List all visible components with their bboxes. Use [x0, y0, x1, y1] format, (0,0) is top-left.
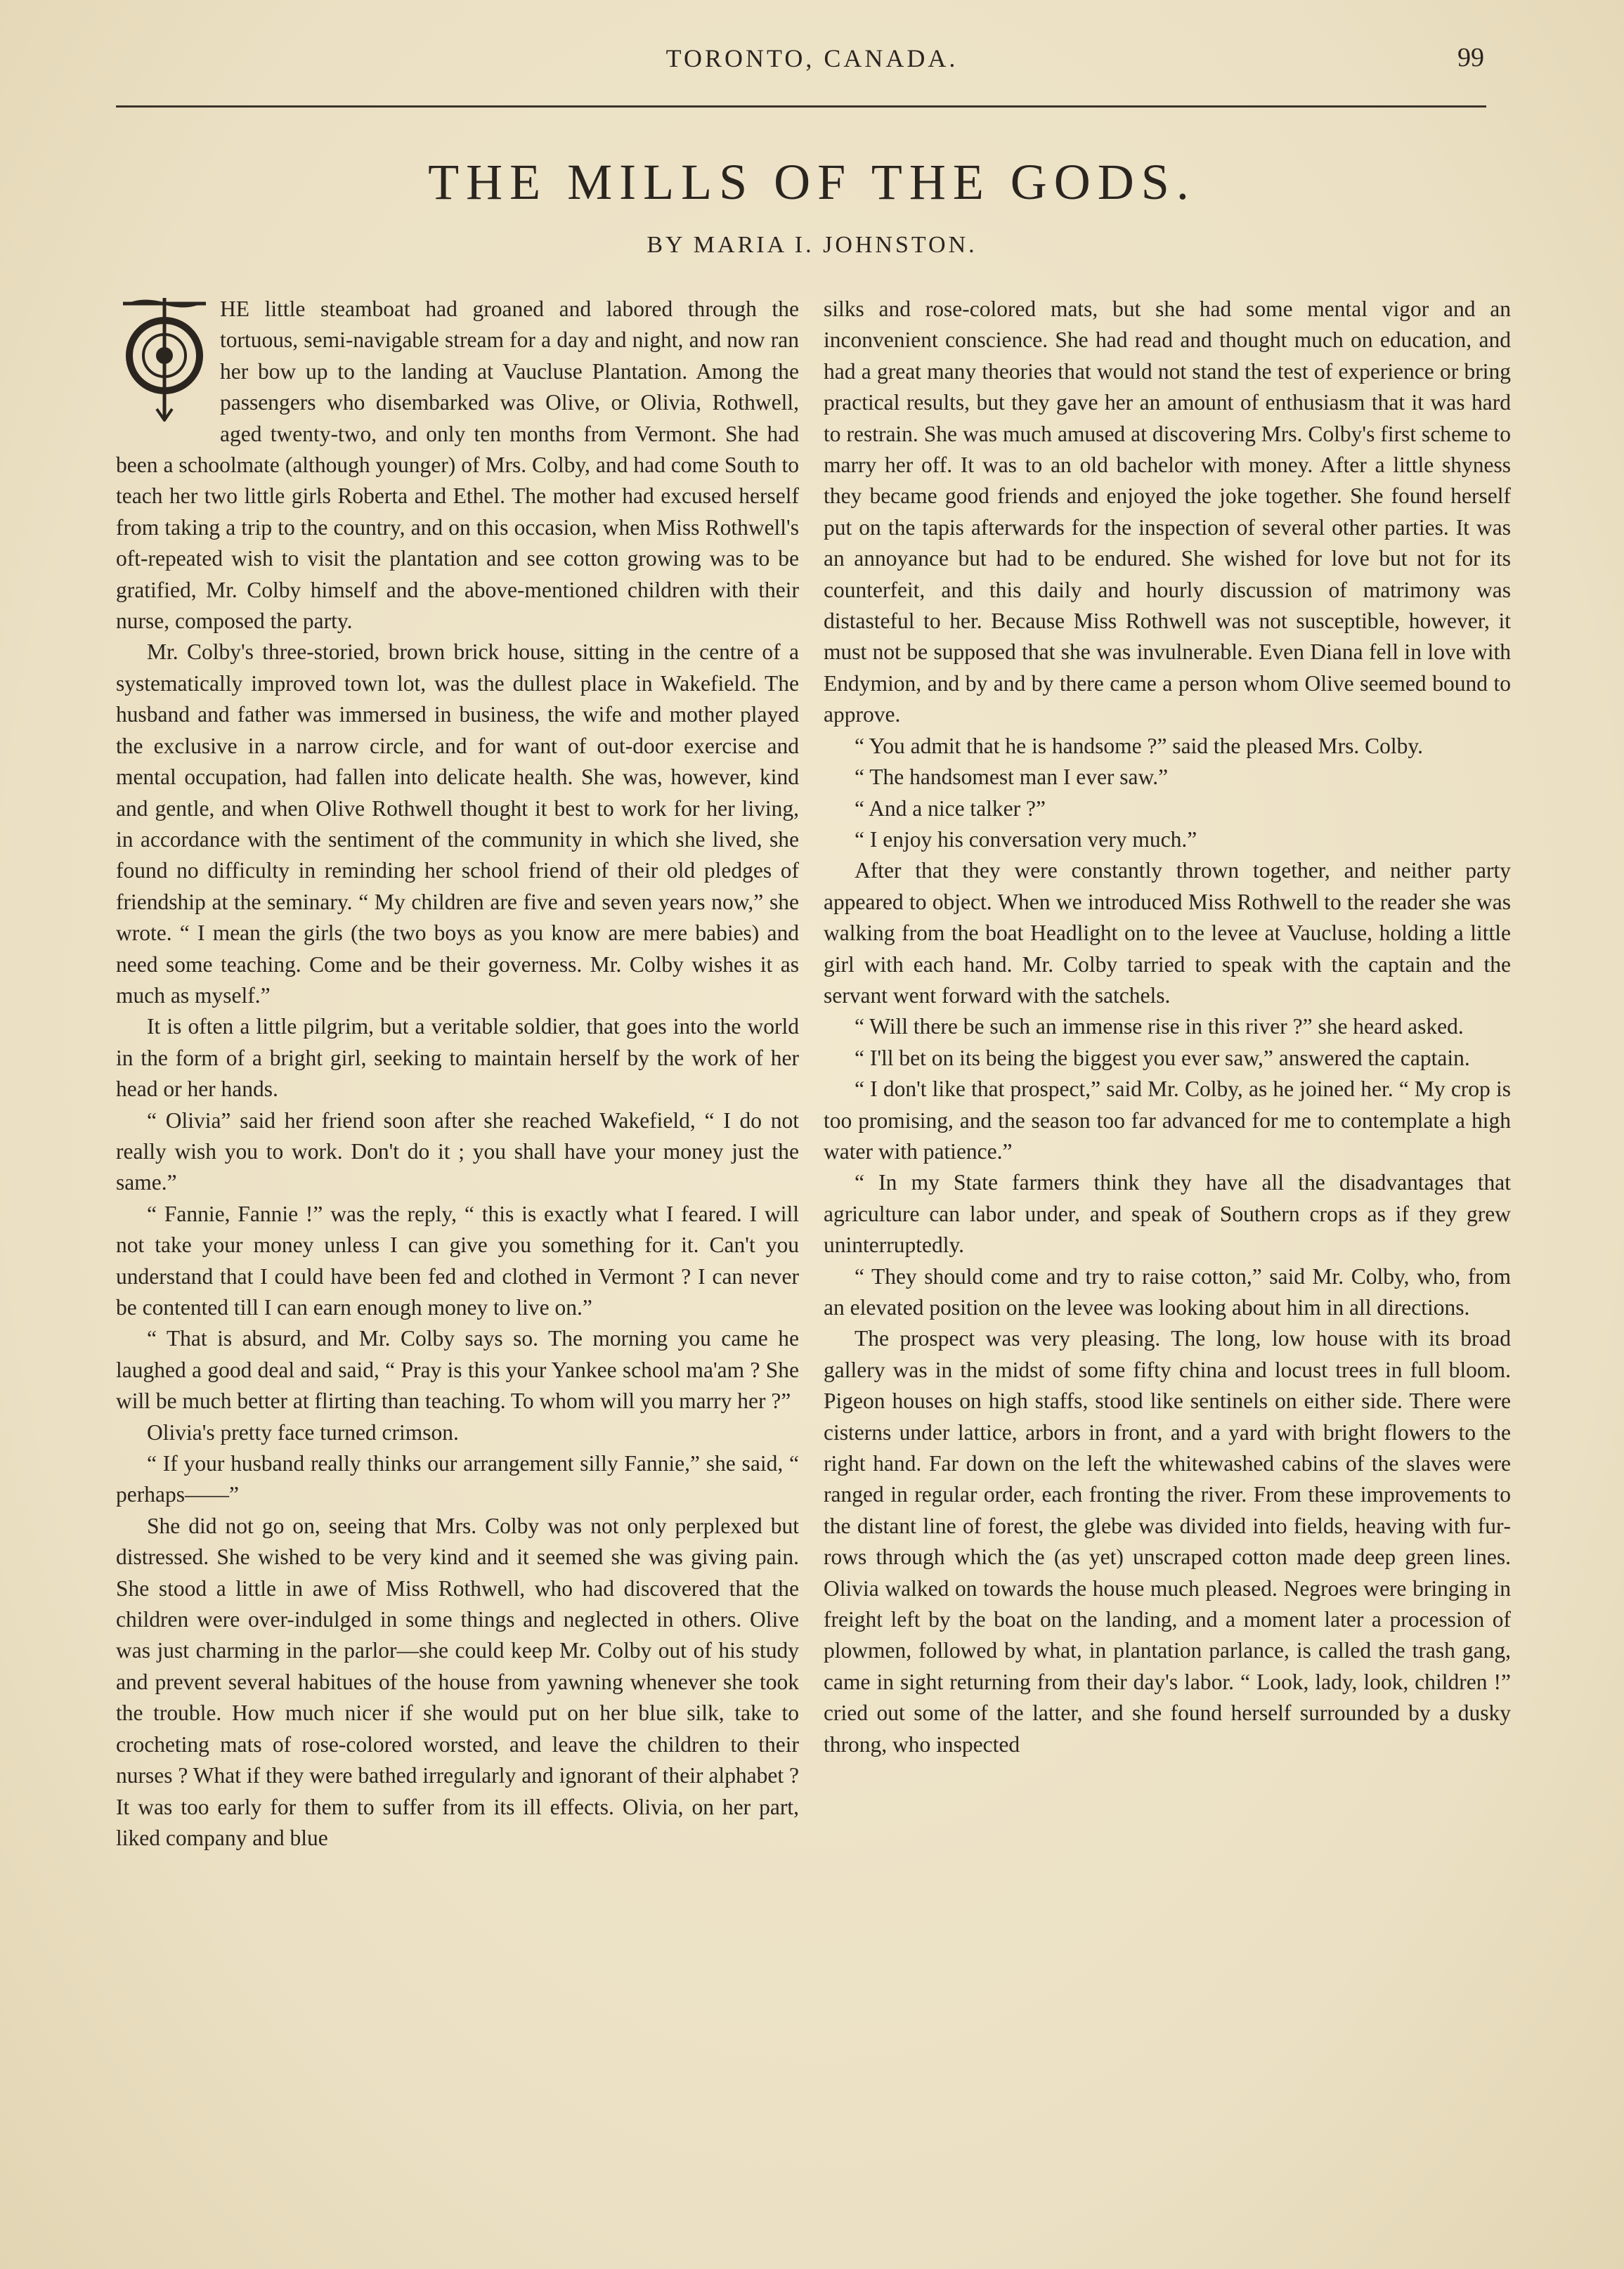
paragraph: After that they were constantly thrown together, and neither party appeared to object. When we introduced Miss Rothwell to the reader she was walking from the boat Headlight on to the levee at Vaucluse, holding a little girl with each hand. Mr. Colby tarried to speak with the captain and the servant went forward with the satchels.: [824, 858, 1511, 1008]
paragraph: “ I'll bet on its being the biggest you ever saw,” answered the captain.: [855, 1045, 1470, 1070]
paragraph: “ They should come and try to raise cotton,” said Mr. Colby, who, from an elevated position on the levee was looking about him in all directions.: [824, 1263, 1511, 1320]
paragraph: Olivia's pretty face turned crimson.: [147, 1419, 459, 1445]
paragraph: Mr. Colby's three-storied, brown brick house, sitting in the centre of a systematically improved town lot, was the dullest place in Wakefield. The husband and father was immersed in business, the wife and mother played the exclusive in a narrow circle, and for want of out-door exercise and mental occupation, had fallen into delicate health. She was, however, kind and gentle, and when Olive Rothwell thought it best to work for her living, in accordance with the sentiment of the community in which she lived, she found no difficulty in reminding her school friend of their old pledges of friendship at the seminary. “ My children are five and seven years now,” she wrote. “ I mean the girls (the two boys as you know are mere babies) and need some teaching. Come and be their governess. Mr. Colby wishes it as much as myself.”: [116, 639, 799, 1008]
paragraph: “ I enjoy his conversation very much.”: [855, 826, 1197, 852]
running-head: TORONTO, CANADA.: [665, 44, 959, 72]
paragraph: “ And a nice talker ?”: [855, 795, 1046, 821]
paragraph: “ Olivia” said her friend soon after she reached Wakefield, “ I do not really wish you to work. Don't do it ; you shall have your money just the same.”: [116, 1107, 799, 1195]
paragraph: “ The handsomest man I ever saw.”: [855, 765, 1169, 790]
header-rule: [116, 105, 1486, 108]
paragraph: “ In my State farmers think they have all the disadvantages that agriculture can labor under, and speak of Southern crops as if they grew uninterruptedly.: [824, 1170, 1511, 1258]
paragraph: “ Fannie, Fannie !” was the reply, “ this is exactly what I feared. I will not take your money unless I can give you something for it. Can't you understand that I could have been fed and clothed in Vermont ? I can never be contented till I can earn enough money to live on.”: [116, 1201, 799, 1320]
article-title: THE MILLS OF THE GODS.: [428, 154, 1196, 210]
paragraph: “ Will there be such an immense rise in this river ?” she heard asked.: [855, 1014, 1464, 1039]
right-column: [824, 294, 1511, 2107]
paragraph: The prospect was very pleasing. The long, low house with its broad gallery was in the midst of some fifty china and locust trees in full bloom. Pigeon houses on high staffs, stood like sentinels on either side. There were cisterns under lattice, arbors in front, and a yard with bright flowers to the right hand. Far down on the left the whitewashed cabins of the slaves were ranged in regular order, each fronting the river. From these improvements to the distant line of forest, the glebe was divided into fields, heaving with furrows through which the (as yet) unscraped cotton made deep green lines. Olivia walked on towards the house much pleased. Negroes were bringing in freight left by the boat on the landing, and a moment later a procession of plowmen, followed by what, in plantation parlance, is called the trash gang, came in sight returning from their day's labor. “ Look, lady, look, children !” cried out some of the latter, and she found herself surrounded by a dusky throng, who inspected: [824, 1326, 1511, 1757]
paragraph: HE little steamboat had groaned and labored through the tortuous, semi-navigable stream for a day and night, and now ran her bow up to the landing at Vaucluse Plantation. Among the passengers who disembarked was Olive, or Olivia, Rothwell, aged twenty-two, and only ten months from Vermont. She had been a schoolmate (although younger) of Mrs. Colby, and had come South to teach her two little girls Roberta and Ethel. The mother had excused herself from taking a trip to the country, and on this occasion, when Miss Rothwell's oft-repeated wish to visit the plantation and see cotton growing was to be gratified, Mr. Colby himself and the above-mentioned children with their nurse, composed the party.: [116, 297, 799, 634]
paragraph: silks and rose-colored mats, but she had some mental vigor and an inconvenient conscience. She had read and thought much on education, and had a great many theories that would not stand the test of experience or bring practical results, but they gave her an amount of enthusiasm that it was hard to restrain. She was much amused at discovering Mrs. Colby's first scheme to marry her off. It was to an old bachelor with money. After a little shyness they became good friends and enjoyed the joke together. She found herself put on the tapis afterwards for the inspection of several other parties. It was an annoyance but had to be endured. She wished for love but not for its counterfeit, and this daily and hourly discussion of matrimony was distasteful to her. Because Miss Rothwell was not susceptible, however, it must not be supposed that she was invulnerable. Even Diana fell in love with Endymion, and by and by there came a person whom Olive seemed bound to approve.: [824, 297, 1511, 727]
page-number: 99: [1457, 43, 1484, 72]
paragraph: “ You admit that he is handsome ?” said the pleased Mrs. Colby.: [855, 733, 1423, 758]
paragraph: She did not go on, seeing that Mrs. Colby was not only perplexed but distressed. She wished to be very kind and it seemed she was giving pain. She stood a little in awe of Miss Rothwell, who had discovered that the children were over-indulged in some things and neglected in others. Olive was just charming in the parlor—she could keep Mr. Colby out of his study and prevent several habitues of the house from yawning whenever she took the trouble. How much nicer if she would put on her blue silk, take to crocheting mats of rose-colored worsted, and leave the children to their nurses ? What if they were bathed irregularly and ignorant of their alphabet ? It was too early for them to suffer from its ill effects. Olivia, on her part, liked company and blue: [116, 1513, 799, 1850]
left-column: [116, 294, 799, 2107]
paragraph: It is often a little pilgrim, but a veritable soldier, that goes into the world in the form of a bright girl, seeking to maintain herself by the work of her head or her hands.: [116, 1014, 799, 1102]
drop-cap-ornament: [116, 297, 213, 422]
paragraph: “ That is absurd, and Mr. Colby says so. The morning you came he laughed a good deal and said, “ Pray is this your Yankee school ma'am ? She will be much better at flirting than teaching. To whom will you marry her ?”: [116, 1326, 799, 1414]
article-byline: BY MARIA I. JOHNSTON.: [647, 232, 977, 258]
paragraph: “ If your husband really thinks our arrangement silly Fannie,” she said, “ perhaps——”: [116, 1451, 799, 1507]
paragraph: “ I don't like that prospect,” said Mr. Colby, as he joined her. “ My crop is too promising, and the season too far advanced for me to contemplate a high water with patience.”: [824, 1077, 1511, 1164]
